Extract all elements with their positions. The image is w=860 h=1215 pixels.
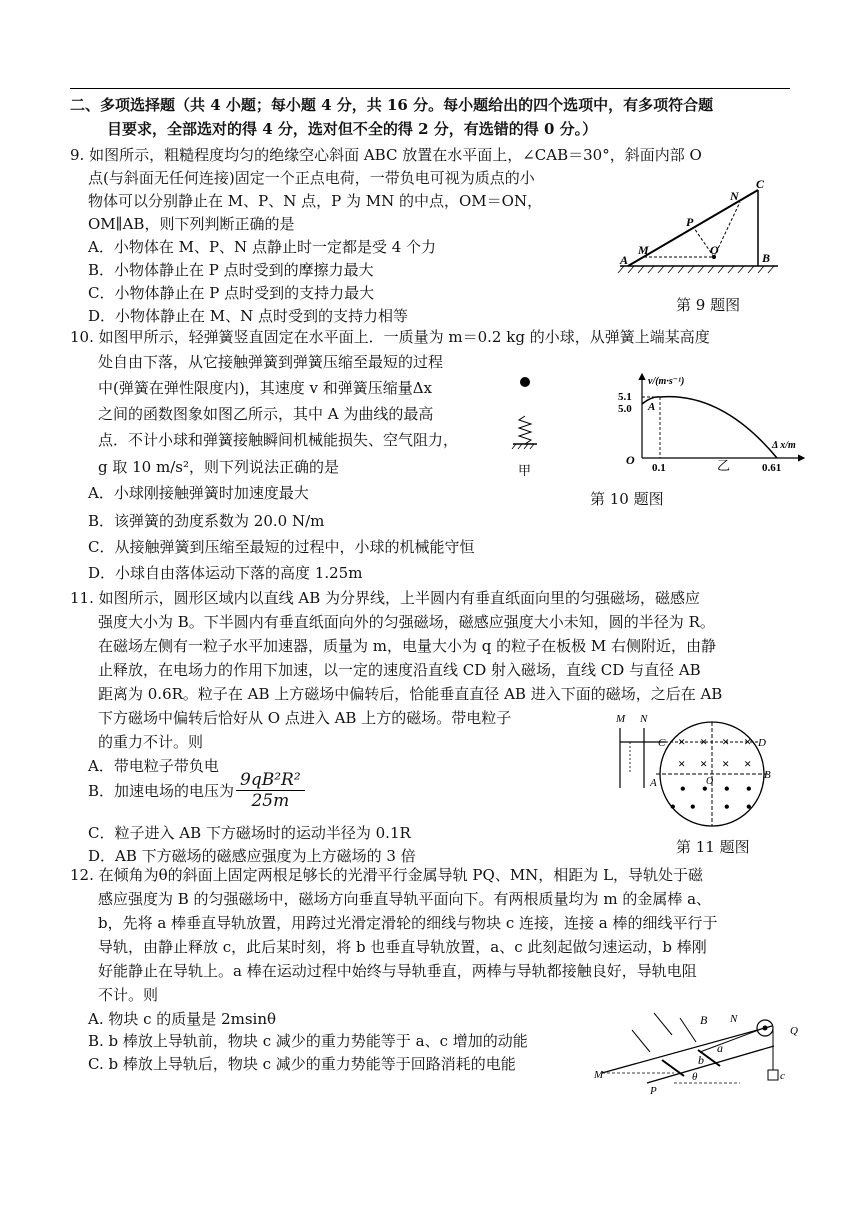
q9-label-a: A <box>620 253 629 267</box>
q12-stem-line4: 导轨，由静止释放 c，此后某时刻，将 b 也垂直导轨放置，a、c 此刻起做匀速运动，b 棒刚 <box>98 938 707 956</box>
q11-option-b-numerator: 9qB²R² <box>236 770 305 791</box>
q11-dot: • <box>702 781 708 798</box>
q11-cross: × <box>722 756 730 771</box>
q10-label-jia: 甲 <box>518 463 532 478</box>
q11-stem-line6: 下方磁场中偏转后恰好从 O 点进入 AB 上方的磁场。带电粒子 <box>98 709 512 727</box>
q10-option-b: B．该弹簧的劲度系数为 20.0 N/m <box>88 512 325 530</box>
q11-stem-line7: 的重力不计。则 <box>98 733 204 751</box>
q10-stem-line3: 中(弹簧在弹性限度内)，其速度 v 和弹簧压缩量Δx <box>98 379 433 397</box>
q11-stem-line2: 强度大小为 B。下半圆内有垂直纸面向外的匀强磁场，磁感应强度大小未知，圆的半径为 R。 <box>98 613 715 631</box>
q9-figure <box>610 178 790 278</box>
q10-label-y2: 5.0 <box>618 403 632 415</box>
q10-option-c: C．从接触弹簧到压缩至最短的过程中，小球的机械能守恒 <box>88 538 475 556</box>
q11-label-m: M <box>616 713 626 725</box>
q12-stem-line5: 好能静止在导轨上。a 棒在运动过程中始终与导轨垂直，两棒与导轨都接触良好，导轨电阻 <box>98 962 697 980</box>
q9-label-p: P <box>686 215 694 229</box>
q12-stem-line3: b，先将 a 棒垂直导轨放置，用跨过光滑定滑轮的细线与物块 c 连接，连接 a 棒的细线平行于 <box>98 914 718 932</box>
q10-label-x-axis: Δ x/m <box>772 440 796 451</box>
q11-option-a: A．带电粒子带负电 <box>88 757 219 775</box>
q12-label-theta: θ <box>692 1071 698 1083</box>
q10-label-a: A <box>648 401 656 413</box>
q11-cross: × <box>700 756 708 771</box>
q9-label-b: B <box>762 251 771 265</box>
top-rule <box>70 88 790 89</box>
q10-label-y1: 5.1 <box>618 391 632 403</box>
q9-label-o: O <box>710 243 719 257</box>
q12-option-b: B. b 棒放上导轨前，物块 c 减少的重力势能等于 a、c 增加的动能 <box>88 1032 528 1050</box>
q11-option-b <box>88 770 305 811</box>
q12-label-n: N <box>730 1013 738 1025</box>
q11-option-b-denominator: 25m <box>251 791 290 811</box>
q9-caption: 第 9 题图 <box>676 296 741 314</box>
q11-cross: × <box>722 734 730 749</box>
q12-label-q: Q <box>790 1025 798 1037</box>
q12-figure <box>592 1008 802 1103</box>
q12-stem-line6: 不计。则 <box>98 986 159 1004</box>
q12-option-c: C. b 棒放上导轨后，物块 c 减少的重力势能等于回路消耗的电能 <box>88 1055 516 1073</box>
q11-caption: 第 11 题图 <box>676 838 750 856</box>
q11-label-a: A <box>650 777 657 789</box>
q12-label-b: b <box>698 1053 704 1067</box>
q11-cross: × <box>678 756 686 771</box>
q12-label-p: P <box>650 1085 657 1097</box>
q11-label-b: B <box>764 769 771 781</box>
q9-label-n: N <box>730 189 739 203</box>
q12-stem-line2: 感应强度为 B 的匀强磁场中，磁场方向垂直导轨平面向下。有两根质量均为 m 的金属棒 a、 <box>98 890 712 908</box>
q11-dot: • <box>690 799 696 816</box>
section-heading-line1: 二、多项选择题（共 4 小题；每小题 4 分，共 16 分。每小题给出的四个选项中，有多项符合题 <box>70 96 714 114</box>
q12-label-a: a <box>717 1041 723 1055</box>
q12-stem-line1: 12. 在倾角为θ的斜面上固定两根足够长的光滑平行金属导轨 PQ、MN，相距为 L，导轨处于磁 <box>70 866 704 884</box>
q10-stem-line6: g 取 10 m/s²，则下列说法正确的是 <box>98 458 339 476</box>
q9-option-d: D．小物体静止在 M、N 点时受到的支持力相等 <box>88 307 409 325</box>
q10-stem-line4: 之间的函数图象如图乙所示，其中 A 为曲线的最高 <box>98 405 434 423</box>
q11-dot: • <box>746 781 752 798</box>
q12-label-b-field: B <box>700 1013 708 1027</box>
q10-caption: 第 10 题图 <box>590 490 664 508</box>
q11-label-c: C <box>658 737 666 749</box>
q11-dot: • <box>670 799 676 816</box>
q11-dot: • <box>724 799 730 816</box>
q11-stem-line1: 11. 如图所示，圆形区域内以直线 AB 为分界线，上半圆内有垂直纸面向里的匀强磁场，磁感应 <box>70 589 701 607</box>
q10-label-yi: 乙 <box>717 458 731 473</box>
q11-stem-line3: 在磁场左侧有一粒子水平加速器，质量为 m，电量大小为 q 的粒子在板极 M 右侧附近，由静 <box>98 637 717 655</box>
q10-label-x1: 0.1 <box>652 462 666 474</box>
q9-label-c: C <box>756 178 765 191</box>
q11-stem-line5: 距离为 0.6R。粒子在 AB 上方磁场中偏转后，恰能垂直直径 AB 进入下面的磁场，之后在 AB <box>98 685 723 703</box>
q9-stem-line1: 9. 如图所示，粗糙程度均匀的绝缘空心斜面 ABC 放置在水平面上，∠CAB＝30°，斜面内部 O <box>70 146 702 164</box>
q11-dot: • <box>680 781 686 798</box>
q11-label-n: N <box>640 713 648 725</box>
q9-label-m: M <box>638 243 649 257</box>
q11-cross: × <box>744 734 752 749</box>
q11-option-b-prefix: B．加速电场的电压为 <box>88 782 235 800</box>
q10-figure-jia <box>505 372 545 482</box>
q9-option-c: C．小物体静止在 P 点时受到的支持力最大 <box>88 284 375 302</box>
q10-stem-line1: 10. 如图甲所示，轻弹簧竖直固定在水平面上．一质量为 m＝0.2 kg 的小球，从弹簧上端某高度 <box>70 328 710 346</box>
q11-label-d: D <box>758 737 766 749</box>
q9-stem-line3: 物体可以分别静止在 M、P、N 点，P 为 MN 的中点，OM＝ON， <box>88 192 543 210</box>
q9-stem-line2: 点(与斜面无任何连接)固定一个正点电荷，一带负电可视为质点的小 <box>88 169 535 187</box>
q10-figure-graph <box>612 370 812 485</box>
q11-cross: × <box>744 756 752 771</box>
q11-dot: • <box>746 799 752 816</box>
q11-cross: × <box>678 734 686 749</box>
q10-label-o: O <box>626 453 635 467</box>
q11-option-c: C．粒子进入 AB 下方磁场时的运动半径为 0.1R <box>88 824 411 842</box>
q12-label-c: c <box>780 1070 785 1082</box>
q11-option-b-fraction <box>236 770 305 811</box>
q10-label-v-axis: v/(m·s⁻¹) <box>648 376 685 387</box>
q10-label-x2: 0.61 <box>762 462 782 474</box>
q9-stem-line4: OM∥AB，则下列判断正确的是 <box>88 215 295 233</box>
q11-dot: • <box>724 781 730 798</box>
q12-label-m: M <box>594 1069 604 1081</box>
q9-option-a: A．小物体在 M、P、N 点静止时一定都是受 4 个力 <box>88 238 437 256</box>
section-heading-line2: 目要求，全部选对的得 4 分，选对但不全的得 2 分，有选错的得 0 分。） <box>107 120 598 138</box>
q11-stem-line4: 止释放，在电场力的作用下加速，以一定的速度沿直线 CD 射入磁场，直线 CD 与直径 AB <box>98 661 701 679</box>
q11-option-d: D．AB 下方磁场的磁感应强度为上方磁场的 3 倍 <box>88 847 416 865</box>
q10-stem-line5: 点．不计小球和弹簧接触瞬间机械能损失、空气阻力， <box>98 431 459 449</box>
q10-stem-line2: 处自由下落，从它接触弹簧到弹簧压缩至最短的过程 <box>98 353 444 371</box>
q12-option-a: A. 物块 c 的质量是 2msinθ <box>88 1010 277 1028</box>
q11-figure <box>608 708 778 833</box>
q10-option-a: A．小球刚接触弹簧时加速度最大 <box>88 484 309 502</box>
q10-option-d: D．小球自由落体运动下落的高度 1.25m <box>88 564 363 582</box>
q11-label-o: O <box>706 776 714 787</box>
q11-cross: × <box>700 734 708 749</box>
q9-option-b: B．小物体静止在 P 点时受到的摩擦力最大 <box>88 261 374 279</box>
